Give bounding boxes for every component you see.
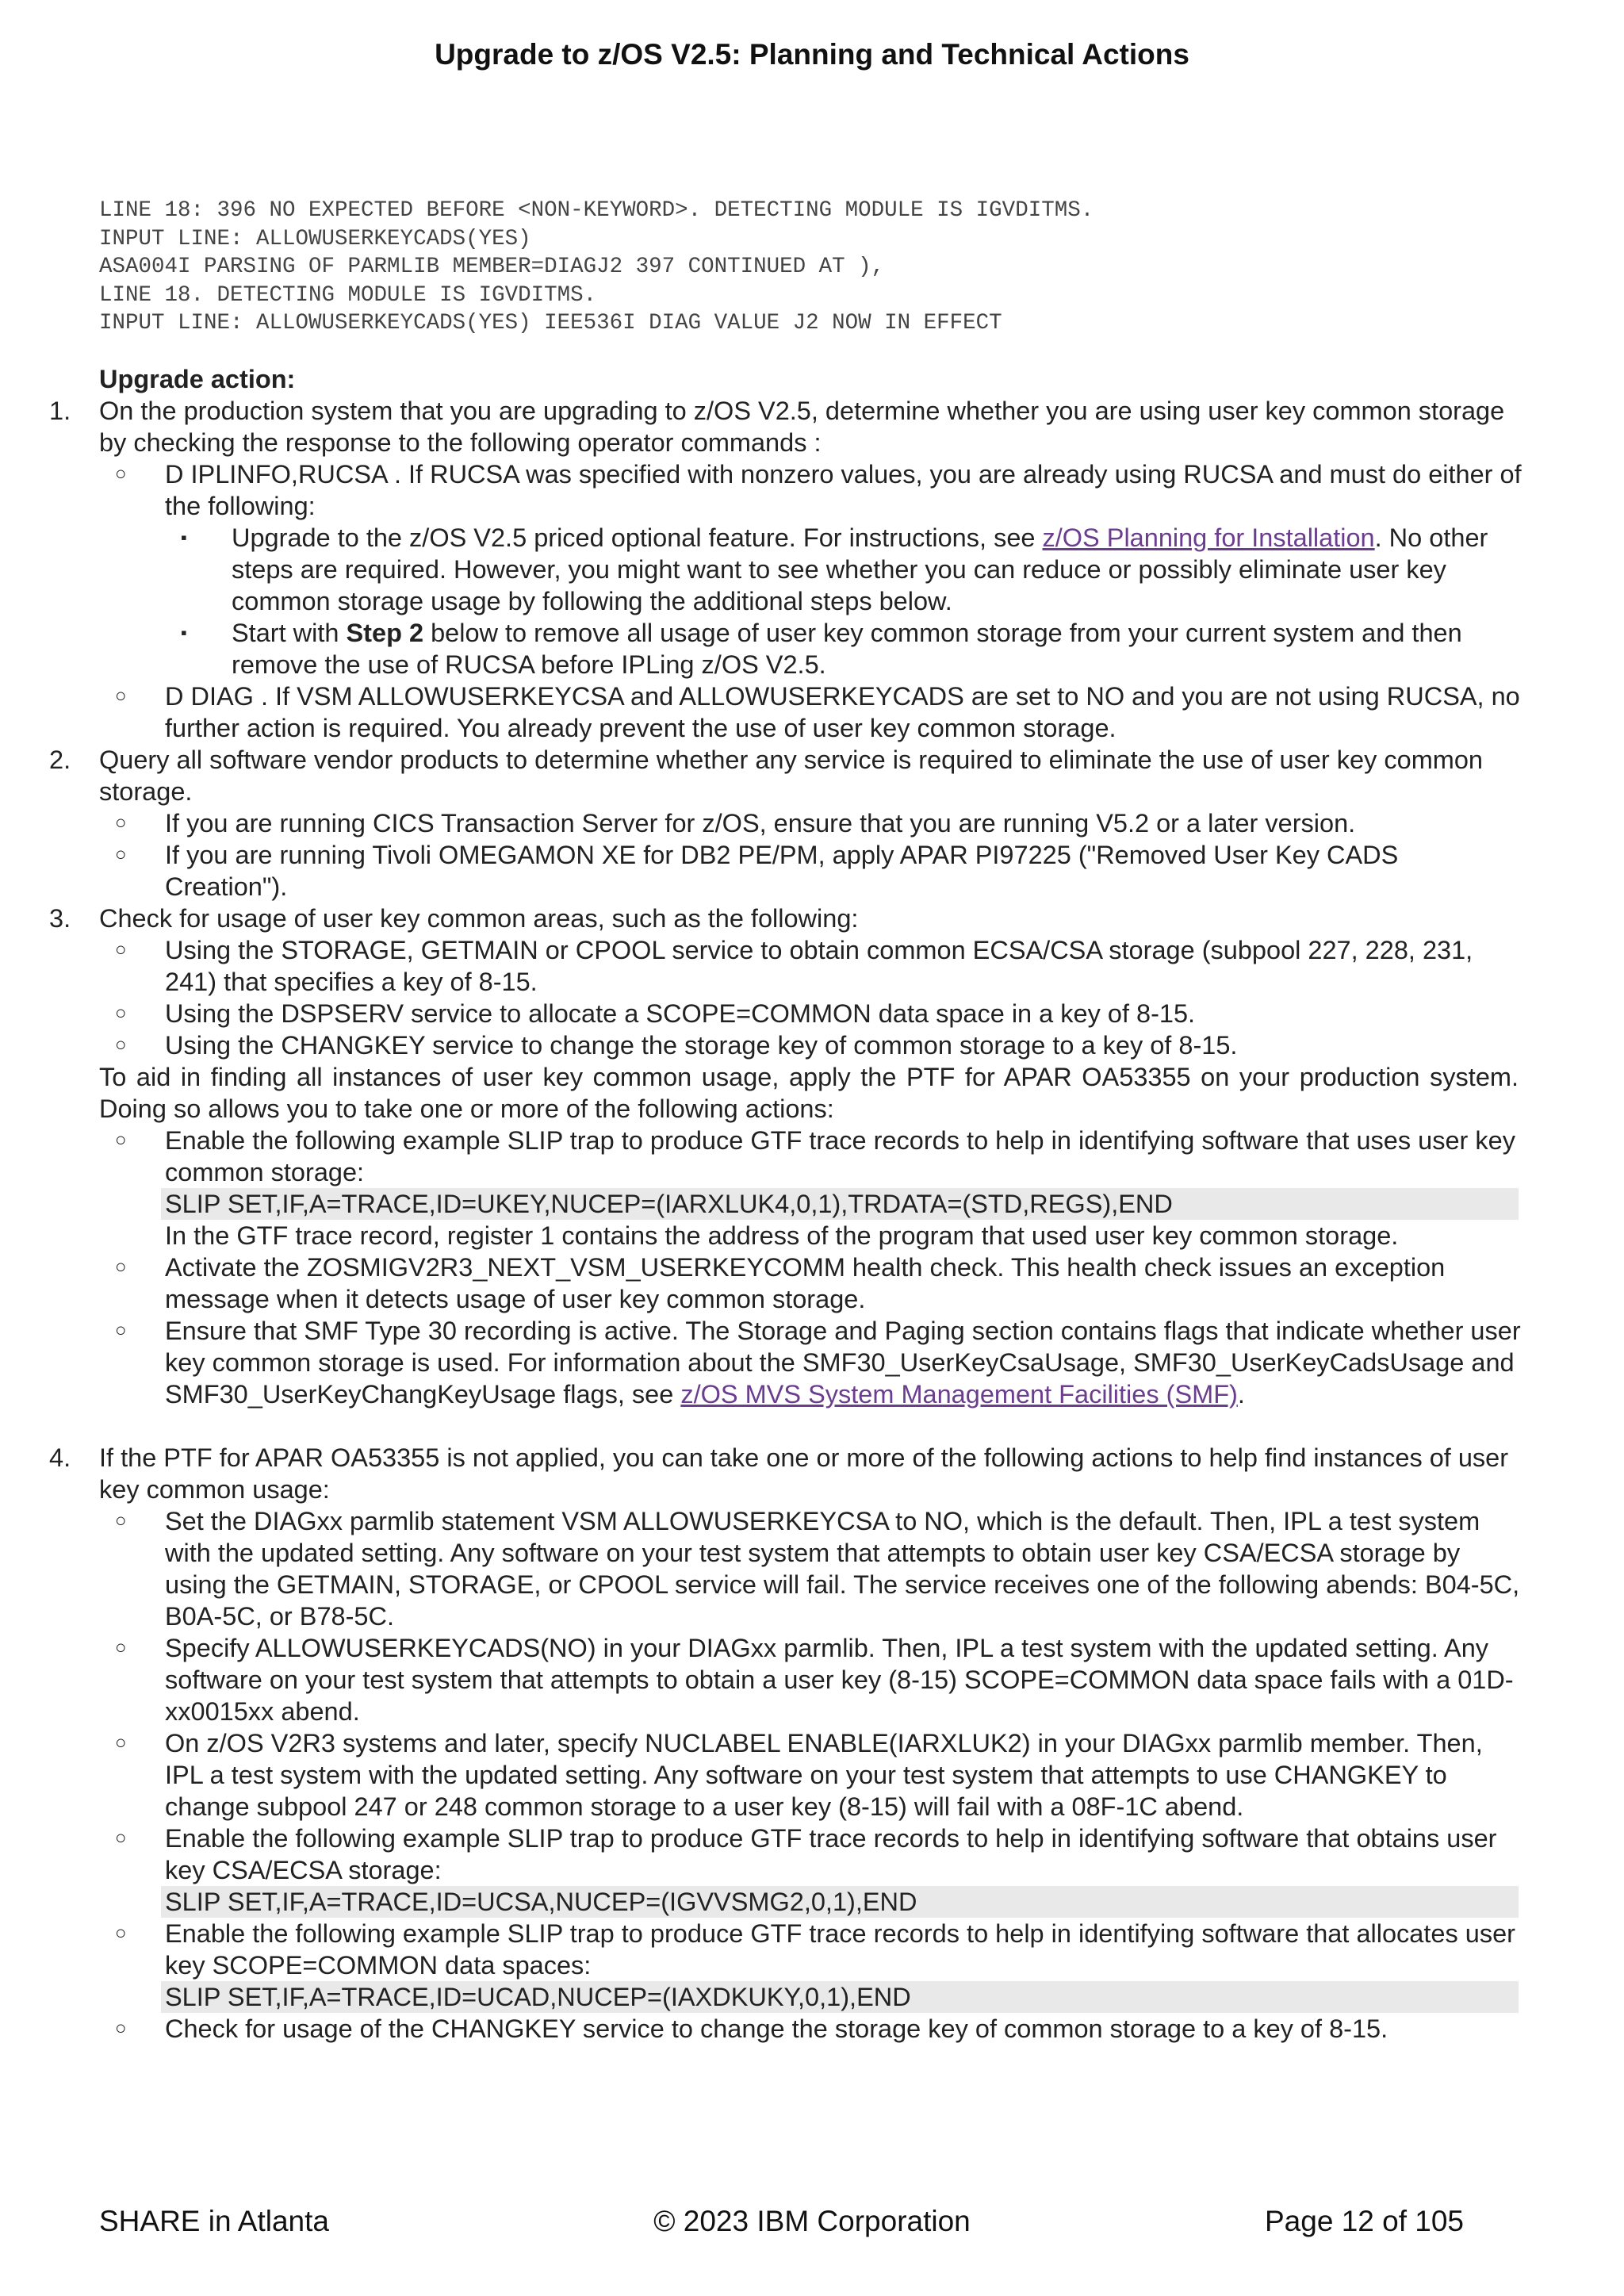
slip-command-ukey: SLIP SET,IF,A=TRACE,ID=UKEY,NUCEP=(IARXLUK4,0,1),TRDATA=(STD,REGS),END	[161, 1188, 1519, 1220]
upgrade-action-heading: Upgrade action:	[99, 365, 296, 393]
step-2-text: Query all software vendor products to determine whether any service is required to eliminate the use of user key common storage.	[99, 746, 1484, 806]
bullet-circle-icon: ○	[115, 812, 127, 834]
step-3-text: Check for usage of user key common areas, such as the following:	[99, 904, 859, 933]
console-line: INPUT LINE: ALLOWUSERKEYCADS(YES)	[99, 226, 531, 251]
step-1a1-text: Upgrade to the z/OS V2.5 priced optional feature. For instructions, see z/OS Planning for Installation. No other steps are required. However, you might want to see whether you can reduce or possibly eliminate user key common storage usage by following the additional steps below.	[232, 523, 1488, 615]
console-line: LINE 18: 396 NO EXPECTED BEFORE <NON-KEYWORD>. DETECTING MODULE IS IGVDITMS.	[99, 198, 1094, 223]
smf-reference-link[interactable]: z/OS MVS System Management Facilities (SMF)	[680, 1380, 1238, 1409]
step-1-text: On the production system that you are upgrading to z/OS V2.5, determine whether you are using user key common storage by checking the response to the following operator commands :	[99, 397, 1505, 457]
step-4-number: 4.	[49, 1443, 71, 1472]
console-line: INPUT LINE: ALLOWUSERKEYCADS(YES) IEE536I DIAG VALUE J2 NOW IN EFFECT	[99, 311, 1002, 335]
step-3e-text: Activate the ZOSMIGV2R3_NEXT_VSM_USERKEYCOMM health check. This health check issues an exception message when it detects usage of user key common storage.	[165, 1253, 1446, 1313]
bullet-circle-icon: ○	[115, 463, 127, 485]
step-4-text: If the PTF for APAR OA53355 is not applied, you can take one or more of the following actions to help find instances of user key common usage:	[99, 1443, 1509, 1504]
step-4f-text: Check for usage of the CHANGKEY service to change the storage key of common storage to a key of 8-15.	[165, 2014, 1388, 2043]
bullet-circle-icon: ○	[115, 2018, 127, 2039]
bullet-circle-icon: ○	[115, 1256, 127, 1278]
bullet-square-icon: ▪	[181, 527, 187, 547]
step-2-reference: Step 2	[346, 619, 424, 647]
bullet-circle-icon: ○	[115, 1827, 127, 1849]
step-2a-text: If you are running CICS Transaction Server for z/OS, ensure that you are running V5.2 or a later version.	[165, 809, 1356, 838]
step-3-aid-text: To aid in finding all instances of user key common usage, apply the PTF for APAR OA53355 on your production system. Doing so allows you to take one or more of the following actions:	[99, 1063, 1519, 1123]
step-1-number: 1.	[49, 397, 71, 425]
step-4e-text: Enable the following example SLIP trap to produce GTF trace records to help in identifying software that allocates user key SCOPE=COMMON data spaces:	[165, 1919, 1515, 1980]
bullet-circle-icon: ○	[115, 1034, 127, 1056]
step-2b-text: If you are running Tivoli OMEGAMON XE for DB2 PE/PM, apply APAR PI97225 ("Removed User Key CADS Creation").	[165, 841, 1399, 901]
step-4a-text: Set the DIAGxx parmlib statement VSM ALLOWUSERKEYCSA to NO, which is the default. Then, IPL a test system with the updated setting. Any software on your test system that attempts to obtain user key CSA/ECSA storage by using the GETMAIN, STORAGE, or CPOOL service will fail. The service receives one of the following abends: B04-5C, B0A-5C, or B78-5C.	[165, 1507, 1520, 1631]
step-1a-text: D IPLINFO,RUCSA . If RUCSA was specified with nonzero values, you are already using RUCSA and must do either of the following:	[165, 460, 1522, 520]
bullet-circle-icon: ○	[115, 1320, 127, 1341]
footer-page-number: Page 12 of 105	[1265, 2205, 1464, 2237]
bullet-circle-icon: ○	[115, 1510, 127, 1531]
step-4d-text: Enable the following example SLIP trap to produce GTF trace records to help in identifying software that obtains user key CSA/ECSA storage:	[165, 1824, 1497, 1884]
step-3f-text: Ensure that SMF Type 30 recording is active. The Storage and Paging section contains flags that indicate whether user key common storage is used. For information about the SMF30_UserKeyCsaUsage, SMF30_UserKeyCadsUsage and SMF30_UserKeyChangKeyUsage flags, see z/OS MVS System Management Facilities (SMF).	[165, 1317, 1521, 1409]
step-4b-text: Specify ALLOWUSERKEYCADS(NO) in your DIAGxx parmlib. Then, IPL a test system with the updated setting. Any software on your test system that attempts to obtain a user key (8-15) SCOPE=COMMON data space fails with a 01D-xx0015xx abend.	[165, 1634, 1514, 1726]
console-line: ASA004I PARSING OF PARMLIB MEMBER=DIAGJ2 397 CONTINUED AT ),	[99, 255, 885, 279]
bullet-circle-icon: ○	[115, 1129, 127, 1151]
step-3d-note: In the GTF trace record, register 1 contains the address of the program that used user key common storage.	[165, 1221, 1399, 1250]
step-3d-text: Enable the following example SLIP trap to produce GTF trace records to help in identifying software that uses user key common storage:	[165, 1126, 1515, 1186]
bullet-circle-icon: ○	[115, 939, 127, 960]
slip-command-ucad: SLIP SET,IF,A=TRACE,ID=UCAD,NUCEP=(IAXDKUKY,0,1),END	[161, 1981, 1519, 2013]
console-line: LINE 18. DETECTING MODULE IS IGVDITMS.	[99, 282, 597, 308]
step-4c-text: On z/OS V2R3 systems and later, specify NUCLABEL ENABLE(IARXLUK2) in your DIAGxx parmlib member. Then, IPL a test system with the updated setting. Any software on your test system that attempts to use CHANGKEY to change subpool 247 or 248 common storage to a user key (8-15) will fail with a 08F-1C abend.	[165, 1729, 1483, 1821]
step-3b-text: Using the DSPSERV service to allocate a SCOPE=COMMON data space in a key of 8-15.	[165, 999, 1196, 1028]
bullet-square-icon: ▪	[181, 623, 187, 642]
page-title: Upgrade to z/OS V2.5: Planning and Technical Actions	[435, 38, 1189, 71]
step-3c-text: Using the CHANGKEY service to change the storage key of common storage to a key of 8-15.	[165, 1031, 1238, 1060]
bullet-circle-icon: ○	[115, 1002, 127, 1024]
bullet-circle-icon: ○	[115, 1637, 127, 1658]
bullet-circle-icon: ○	[115, 685, 127, 707]
footer-event: SHARE in Atlanta	[99, 2205, 329, 2237]
bullet-circle-icon: ○	[115, 1922, 127, 1944]
step-2-number: 2.	[49, 746, 71, 774]
step-1a2-text: Start with Step 2 below to remove all usage of user key common storage from your current system and then remove the use of RUCSA before IPLing z/OS V2.5.	[232, 619, 1462, 679]
bullet-circle-icon: ○	[115, 1732, 127, 1754]
slip-command-ucsa: SLIP SET,IF,A=TRACE,ID=UCSA,NUCEP=(IGVVSMG2,0,1),END	[161, 1886, 1519, 1918]
console-output	[99, 197, 1094, 338]
step-3a-text: Using the STORAGE, GETMAIN or CPOOL service to obtain common ECSA/CSA storage (subpool 227, 228, 231, 241) that specifies a key of 8-15.	[165, 936, 1473, 996]
step-1b-text: D DIAG . If VSM ALLOWUSERKEYCSA and ALLOWUSERKEYCADS are set to NO and you are not using RUCSA, no further action is required. You already prevent the use of user key common storage.	[165, 682, 1520, 742]
bullet-circle-icon: ○	[115, 844, 127, 865]
planning-installation-link[interactable]: z/OS Planning for Installation	[1042, 523, 1375, 552]
footer-copyright: © 2023 IBM Corporation	[653, 2205, 971, 2237]
step-3-number: 3.	[49, 904, 71, 933]
